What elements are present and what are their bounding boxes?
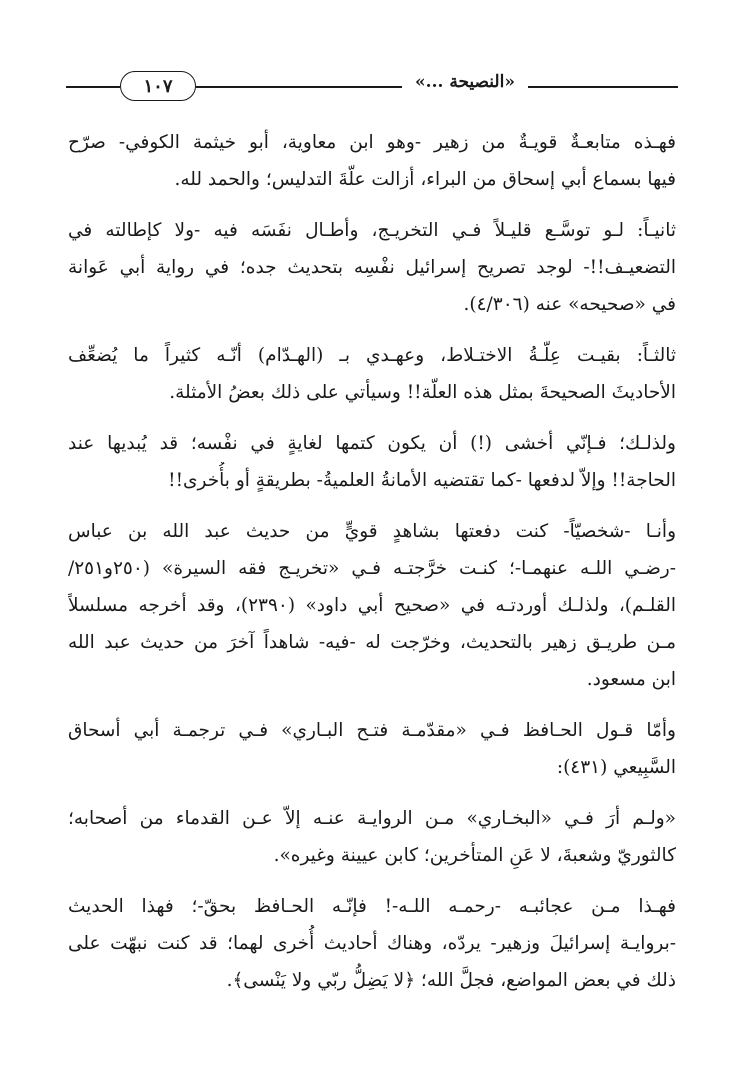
text-line: مـن طريـق زهير بالتحديث، وخرّجت له -فيه- شاهداً آخرَ من حديث عبد الله (68, 632, 676, 653)
text-line: التضعيـف!!- لوجد تصريح إسرائيل نفْسِه بتحديث جده؛ في رواية أبي عَوانة (68, 257, 676, 278)
page-number: ١٠٧ (120, 71, 196, 101)
paragraph-3 (68, 337, 676, 411)
text-line: وأنـا -شخصيّاً- كنت دفعتها بشاهدٍ قويٍّ من حديث عبد الله بن عباس (68, 521, 676, 542)
text-line: ثانيـاً: لـو توسَّـع قليـلاً فـي التخريـج، وأطـال نفَسَه فيه -ولا كإطالته في (68, 220, 676, 241)
text-line: فهـذه متابعـةٌ قويـةٌ من زهير -وهو ابن معاوية، أبو خيثمة الكوفي- صرّح (68, 132, 676, 153)
page-header (66, 68, 678, 104)
text-line: -بروايـة إسرائيلَ وزهير- يردّه، وهناك أحاديث أُخرى لهما؛ قد كنت نبهّت على (68, 933, 676, 954)
text-line: السَّبِيعي (٤٣١): (556, 757, 676, 778)
text-line: القلـم)، ولذلـك أوردتـه في «صحيح أبي داود» (٢٣٩٠)، وقد أخرجه مسلسلاً (68, 595, 676, 616)
text-line: الأحاديثَ الصحيحةَ بمثل هذه العلّة!! وسيأتي على ذلك بعضُ الأمثلة. (169, 382, 676, 403)
paragraph-8 (68, 888, 676, 999)
paragraph-4 (68, 425, 676, 499)
header-rule-left (66, 86, 120, 88)
text-line: كالثوريّ وشعبةَ، لا عَنِ المتأخرين؛ كابن عيينة وغيره». (273, 845, 676, 866)
page-body (68, 124, 676, 1013)
text-line: وأمّا قـول الحـافظ فـي «مقدّمـة فتـح البـاري» فـي ترجمـة أبي أسحاق (68, 720, 676, 741)
text-line: الحاجة!! وإلاّ لدفعها -كما تقتضيه الأمانةُ العلميةُ- بطريقةٍ أو بأُخرى!! (168, 470, 676, 491)
quotation-paragraph (68, 800, 676, 874)
text-line: فيها بسماع أبي إسحاق من البراء، أزالت علّةَ التدليس؛ والحمد لله. (174, 169, 676, 190)
text-line: فهـذا مـن عجائبـه -رحمـه اللـه-! فإنّـه الحـافظ بحقّ-؛ فهذا الحديث (68, 896, 676, 917)
text-line: ذلك في بعض المواضع، فجلَّ الله؛ ﴿لا يَضِلُّ ربّي ولا يَنْسى﴾. (226, 970, 676, 991)
text-line: في «صحيحه» عنه (٤/٣٠٦). (463, 294, 676, 315)
paragraph-1 (68, 124, 676, 198)
header-rule-right (528, 86, 678, 88)
paragraph-2 (68, 212, 676, 323)
paragraph-5 (68, 513, 676, 698)
paragraph-6 (68, 712, 676, 786)
text-line: ابن مسعود. (586, 669, 676, 690)
header-rule-middle (196, 86, 402, 88)
text-line: ثالثـاً: بقيـت عِلّـةُ الاختـلاط، وعهـدي بـ (الهـدّام) أنّـه كثيراً ما يُضعِّف (68, 345, 676, 366)
running-title: «النصيحة ...» (415, 72, 515, 92)
text-line: ولذلـك؛ فـإنّي أخشى (!) أن يكون كتمها لغايةٍ في نفْسه؛ قد يُبديها عند (68, 433, 676, 454)
text-line: -رضـي اللـه عنهمـا-؛ كنـت خرَّجتـه فـي «تخريـج فقه السيرة» (٢٥٠و٢٥١/ (68, 558, 676, 579)
text-line: «ولـم أرَ فـي «البخـاري» مـن الروايـة عنـه إلاّ عـن القدماء من أصحابه؛ (68, 808, 676, 829)
